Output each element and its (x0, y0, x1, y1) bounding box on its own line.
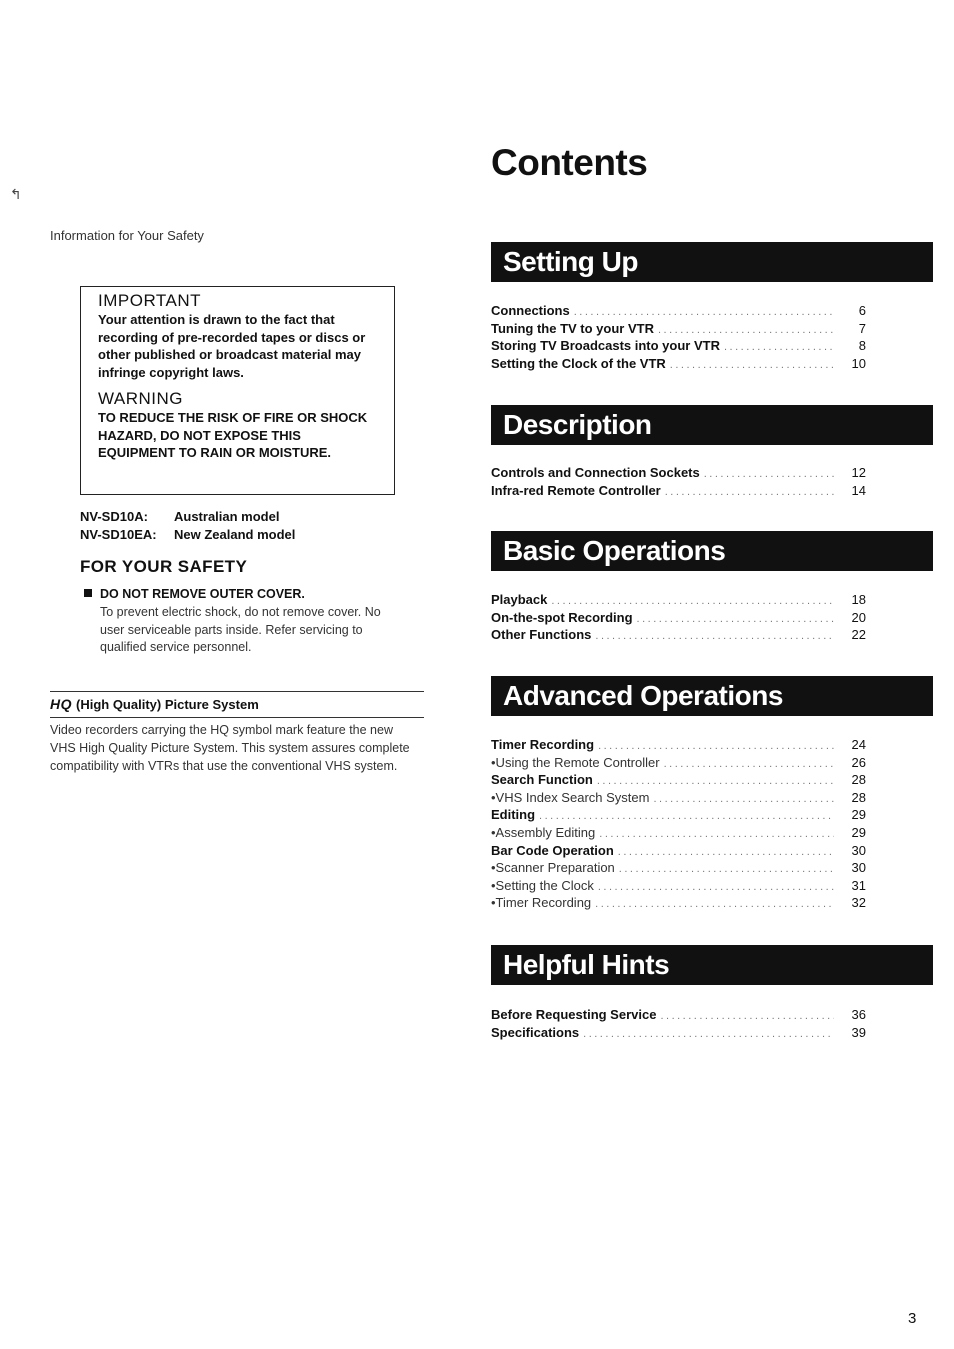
safety-bullet-text: DO NOT REMOVE OUTER COVER. (100, 587, 305, 601)
toc-label: Controls and Connection Sockets (491, 465, 700, 480)
toc-entry[interactable] (491, 860, 866, 878)
page-title: Contents (491, 142, 648, 183)
toc-entry[interactable] (491, 592, 866, 610)
leader-dots (598, 881, 834, 893)
model-desc: Australian model (174, 509, 280, 524)
toc-page: 36 (851, 1007, 866, 1022)
toc-entry[interactable] (491, 790, 866, 808)
toc-label: Search Function (491, 772, 593, 788)
section-banner: Helpful Hints (491, 945, 933, 985)
toc-list (491, 737, 866, 913)
toc-page: 26 (851, 754, 866, 770)
model-code: NV-SD10A: (80, 509, 148, 524)
hq-title: (High Quality) Picture System (76, 697, 259, 712)
toc-entry[interactable] (491, 772, 866, 790)
toc-list (491, 1007, 866, 1042)
toc-page: 7 (858, 320, 866, 336)
square-bullet-icon (84, 589, 92, 597)
hq-text: Video recorders carrying the HQ symbol mark feature the new VHS High Quality Picture System. This system assures complete compatibility with VTRs that use the conventional VHS system. (50, 723, 410, 773)
leader-dots (704, 468, 834, 480)
toc-label: Tuning the TV to your VTR (491, 320, 654, 336)
leader-dots (618, 846, 834, 858)
toc-entry[interactable] (491, 321, 866, 339)
safety-title: FOR YOUR SAFETY (80, 557, 248, 576)
leader-dots (670, 359, 834, 371)
leader-dots (653, 793, 834, 805)
hq-logo: HQ (50, 696, 72, 712)
toc-page: 30 (851, 842, 866, 858)
model-list (80, 508, 295, 543)
important-title: IMPORTANT (98, 291, 202, 310)
toc-list (491, 592, 866, 645)
important-text: Your attention is drawn to the fact that recording of pre-recorded tapes or discs or other published or broadcast material may infringe copyright laws. (98, 312, 366, 380)
toc-label: •Assembly Editing (491, 824, 596, 840)
scan-mark: ↰ (10, 186, 22, 202)
toc-label: Timer Recording (491, 737, 595, 752)
toc-label: Bar Code Operation (491, 842, 614, 858)
toc-entry[interactable] (491, 303, 866, 321)
hq-heading (50, 696, 259, 712)
leader-dots (539, 810, 834, 822)
toc-page: 28 (851, 789, 866, 805)
toc-entry[interactable] (491, 338, 866, 356)
toc-label: Playback (491, 592, 548, 607)
toc-list (491, 303, 866, 373)
toc-label: •VHS Index Search System (491, 789, 650, 805)
toc-page: 6 (858, 303, 866, 318)
toc-page: 39 (851, 1024, 866, 1040)
toc-label: Infra-red Remote Controller (491, 482, 661, 498)
toc-entry[interactable] (491, 895, 866, 913)
toc-entry[interactable] (491, 807, 866, 825)
warning-text: TO REDUCE THE RISK OF FIRE OR SHOCK HAZARD, DO NOT EXPOSE THIS EQUIPMENT TO RAIN OR MOISTURE. (98, 410, 368, 460)
section-banner: Basic Operations (491, 531, 933, 571)
leader-dots (660, 1010, 834, 1022)
info-label: Information for Your Safety (50, 228, 204, 243)
model-row (80, 508, 295, 526)
toc-label: •Timer Recording (491, 895, 592, 911)
toc-page: 32 (851, 895, 866, 911)
toc-entry[interactable] (491, 843, 866, 861)
toc-entry[interactable] (491, 627, 866, 645)
toc-page: 20 (851, 609, 866, 625)
toc-page: 12 (851, 465, 866, 480)
leader-dots (597, 775, 834, 787)
warning-title: WARNING (98, 389, 184, 408)
toc-page: 8 (858, 338, 866, 354)
toc-entry[interactable] (491, 737, 866, 755)
toc-label: •Using the Remote Controller (491, 754, 660, 770)
leader-dots (664, 758, 834, 770)
leader-dots (724, 341, 834, 353)
toc-page: 10 (851, 355, 866, 371)
toc-page: 24 (851, 737, 866, 752)
toc-label: Specifications (491, 1024, 580, 1040)
toc-page: 30 (851, 860, 866, 876)
section-banner: Setting Up (491, 242, 933, 282)
toc-page: 28 (851, 772, 866, 788)
toc-page: 14 (851, 482, 866, 498)
divider (50, 717, 424, 718)
section-banner: Description (491, 405, 933, 445)
section-banner: Advanced Operations (491, 676, 933, 716)
leader-dots (658, 324, 834, 336)
toc-label: Editing (491, 807, 536, 823)
leader-dots (637, 613, 834, 625)
toc-label: Storing TV Broadcasts into your VTR (491, 338, 720, 354)
toc-entry[interactable] (491, 1007, 866, 1025)
model-desc: New Zealand model (174, 526, 296, 542)
toc-label: On-the-spot Recording (491, 609, 633, 625)
toc-page: 29 (851, 824, 866, 840)
toc-entry[interactable] (491, 483, 866, 501)
divider (50, 691, 424, 692)
toc-list (491, 465, 866, 500)
leader-dots (619, 863, 834, 875)
leader-dots (599, 828, 834, 840)
leader-dots (595, 898, 834, 910)
toc-page: 18 (851, 592, 866, 607)
toc-entry[interactable] (491, 356, 866, 374)
toc-entry[interactable] (491, 1025, 866, 1043)
model-row (80, 526, 295, 544)
toc-page: 31 (851, 877, 866, 893)
toc-entry[interactable] (491, 755, 866, 773)
toc-label: •Setting the Clock (491, 877, 594, 893)
leader-dots (665, 486, 834, 498)
toc-label: •Scanner Preparation (491, 860, 615, 876)
page-number: 3 (908, 1310, 917, 1327)
leader-dots (583, 1028, 834, 1040)
important-box (80, 286, 395, 495)
toc-entry[interactable] (491, 825, 866, 843)
toc-entry[interactable] (491, 610, 866, 628)
toc-entry[interactable] (491, 465, 866, 483)
safety-text: To prevent electric shock, do not remove cover. No user serviceable parts inside. Refer servicing to qualified service personnel. (100, 605, 381, 654)
toc-label: Before Requesting Service (491, 1007, 657, 1022)
leader-dots (551, 595, 834, 607)
toc-entry[interactable] (491, 878, 866, 896)
leader-dots (598, 740, 834, 752)
toc-label: Other Functions (491, 627, 592, 643)
toc-label: Connections (491, 303, 570, 318)
toc-page: 29 (851, 807, 866, 823)
safety-bullet (84, 587, 305, 601)
leader-dots (595, 630, 834, 642)
toc-page: 22 (851, 627, 866, 643)
leader-dots (574, 306, 834, 318)
toc-label: Setting the Clock of the VTR (491, 355, 666, 371)
model-code: NV-SD10EA: (80, 526, 157, 542)
